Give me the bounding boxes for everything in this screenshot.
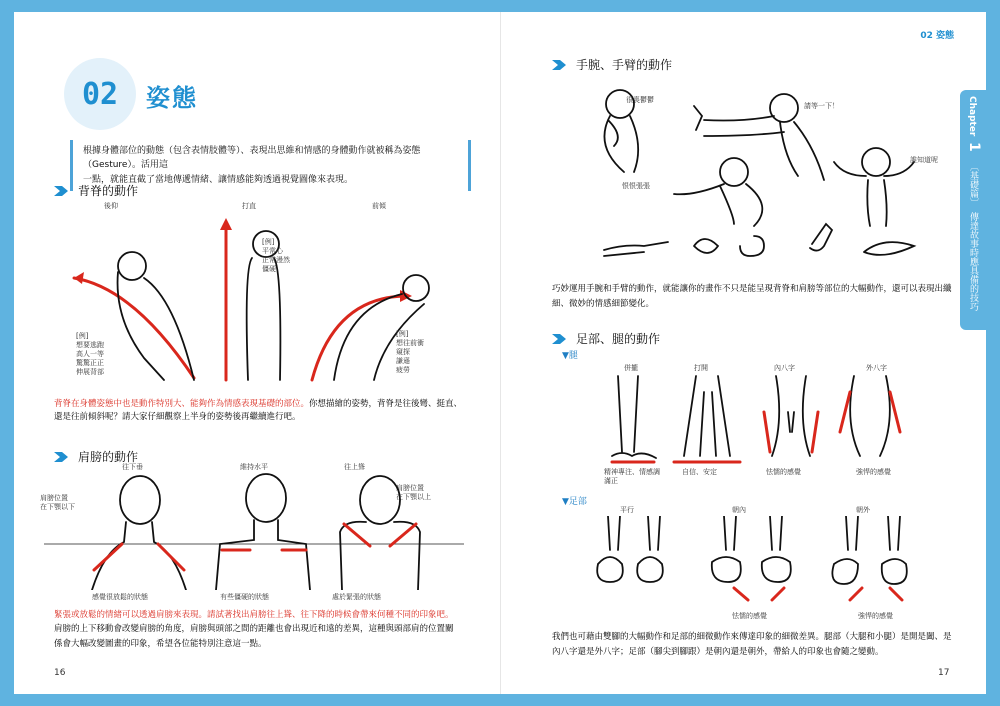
chevron-right-icon — [54, 186, 72, 196]
shoulder-body-line-2: 係會大幅改變圖畫的印象，希望各位能特別注意這一點。 — [54, 638, 267, 649]
arm-heading-text: 手腕、手臂的動作 — [576, 58, 673, 72]
shoulder-label-level: 維持水平 — [240, 463, 268, 471]
note-line: 肩膀位置 — [396, 484, 424, 492]
legs-body — [552, 630, 964, 661]
chevron-right-icon — [54, 452, 72, 462]
legs-heading-text: 足部、腿的動作 — [576, 332, 661, 346]
intro-line-1: 根據身體部位的動態（包含表情肢體等）、表現出思維和情感的身體動作就被稱為姿態（Gesture）。活用這 — [83, 146, 421, 171]
shoulder-caption-1: 感覺很放鬆的狀態 — [92, 593, 148, 601]
note-line: 僵硬 — [262, 265, 276, 274]
intro-line-2: 一點，就能直截了當地傳遞情緒、讓情感能夠透過視覺圖像來表現。 — [83, 174, 354, 185]
note-line: 窺探 — [396, 348, 410, 357]
spine-heading-text: 背脊的動作 — [78, 184, 139, 198]
legs-body-line-2: 內八字還是外八字；足部（腳尖到腳跟）是朝內還是朝外，帶給人的印象也會隨之變動。 — [552, 647, 884, 658]
note-line: 想要逃跑 — [76, 341, 104, 350]
arm-label-1: 很喪鬱鬱 — [626, 96, 654, 104]
foot-label-3: 朝外 — [856, 506, 870, 514]
chevron-right-icon — [552, 60, 570, 70]
shoulder-illustration — [44, 472, 464, 590]
shoulder-caption-3: 處於緊張的狀態 — [332, 593, 381, 601]
note-line: 肩膀位置 — [40, 494, 68, 502]
intro-bar-right — [468, 140, 471, 191]
leg-subheading: ▼腿 — [562, 351, 578, 361]
shoulder-caption-2: 有些僵硬的狀態 — [220, 593, 269, 601]
note-line: 在下顎以上 — [396, 493, 431, 502]
note-line: 疲勞 — [396, 366, 410, 375]
note-line: 在下顎以下 — [40, 503, 75, 512]
spine-note-straight — [262, 238, 290, 274]
leg-label-1: 併攏 — [624, 364, 638, 372]
note-line: 驚驚正正 — [76, 359, 104, 368]
spine-body — [54, 398, 464, 424]
spine-note-forward — [396, 330, 424, 375]
leg-caption-4: 強悍的感覺 — [856, 468, 891, 476]
shoulder-body — [54, 608, 464, 651]
note-line: 謙遜 — [396, 357, 410, 366]
foot-caption-2: 強悍的感覺 — [858, 612, 893, 620]
shoulder-label-down: 往下垂 — [122, 463, 143, 471]
note-line: 伸展背部 — [76, 368, 104, 377]
foot-label-2: 朝內 — [732, 506, 746, 514]
page-number-left: 16 — [54, 668, 66, 678]
shoulder-label-up: 往上聳 — [344, 463, 365, 471]
spine-label-back: 後仰 — [104, 202, 118, 210]
shoulder-body-line-1: 肩膀的上下移動會改變肩膀的角度，肩膀與頭部之間的距離也會出現近和遠的差異，這種與頭部肩的位置關 — [54, 624, 454, 635]
section-number-badge: 02 — [64, 58, 136, 130]
chapter-part: 〔基礎篇〕 — [968, 162, 978, 207]
chapter-label: Chapter — [967, 96, 977, 137]
spine-body-text: 你想描繪的姿勢，背脊是往後彎、挺直、還是往前傾斜呢？請大家仔細觀察上半身的姿勢後再繼續進行吧。 — [54, 399, 463, 423]
foot-subheading: ▼足部 — [562, 497, 587, 507]
section-title: 姿態 — [146, 84, 198, 112]
chapter-number: 1 — [966, 142, 982, 152]
page-number-right: 17 — [938, 668, 950, 678]
arm-label-3: 誰知道呢 — [910, 156, 938, 164]
legs-heading — [552, 330, 660, 347]
note-line: [例] — [262, 238, 275, 246]
legs-illustration — [604, 372, 924, 466]
arm-body: 巧妙運用手腕和手臂的動作，就能讓你的畫作不只是能呈現背脊和肩膀等部位的大幅動作，還可以表現出纖細、微妙的情感細節變化。 — [552, 284, 952, 310]
spine-body-highlight: 背脊在身體姿態中也是動作特別大、能夠作為情感表現基礎的部位。 — [54, 399, 310, 409]
arm-label-4: 恨恨張張 — [622, 182, 650, 190]
spine-heading — [54, 182, 138, 199]
note-line: 高人一等 — [76, 350, 104, 359]
leg-label-2: 打開 — [694, 364, 708, 372]
note-line: [例] — [76, 332, 89, 340]
foot-caption-1: 怯懦的感覺 — [732, 612, 767, 620]
running-header: 02 姿態 — [920, 31, 954, 41]
note-line: 平常心 — [262, 247, 283, 256]
note-line: 正常漫然 — [262, 256, 290, 265]
chevron-right-icon — [552, 334, 570, 344]
legs-body-line-1: 我們也可藉由雙腳的大幅動作和足部的細微動作來傳達印象的細微差異。腿部（大腿和小腿）是開是闔、是 — [552, 632, 952, 642]
arm-heading — [552, 56, 672, 73]
leg-label-4: 外八字 — [866, 364, 887, 372]
leg-caption-3: 怯懦的感覺 — [766, 468, 801, 476]
spine-label-forward: 前傾 — [372, 202, 386, 210]
foot-label-1: 平行 — [620, 506, 634, 514]
shoulder-body-highlight: 緊張或放鬆的情緒可以透過肩膀來表現。請試著找出肩膀往上聳、往下降的時候會帶來何種不同的印象吧。 — [54, 610, 454, 620]
arm-label-2: 請等一下！ — [804, 102, 839, 110]
book-spread — [14, 12, 986, 694]
feet-illustration — [584, 516, 924, 602]
leg-caption-2: 自信、安定 — [682, 468, 717, 476]
spine-note-back — [76, 332, 104, 377]
leg-caption-1: 精神專注、情感調滿正 — [604, 468, 660, 486]
note-line: [例] — [396, 330, 409, 338]
spine-label-straight: 打直 — [242, 202, 256, 210]
page-gutter — [500, 12, 501, 694]
leg-label-3: 內八字 — [774, 364, 795, 372]
shoulder-heading-text: 肩膀的動作 — [78, 450, 139, 464]
chapter-subtitle: 傳達故事時應具備的技巧 — [968, 212, 978, 311]
note-line: 想往前衝 — [396, 339, 424, 348]
